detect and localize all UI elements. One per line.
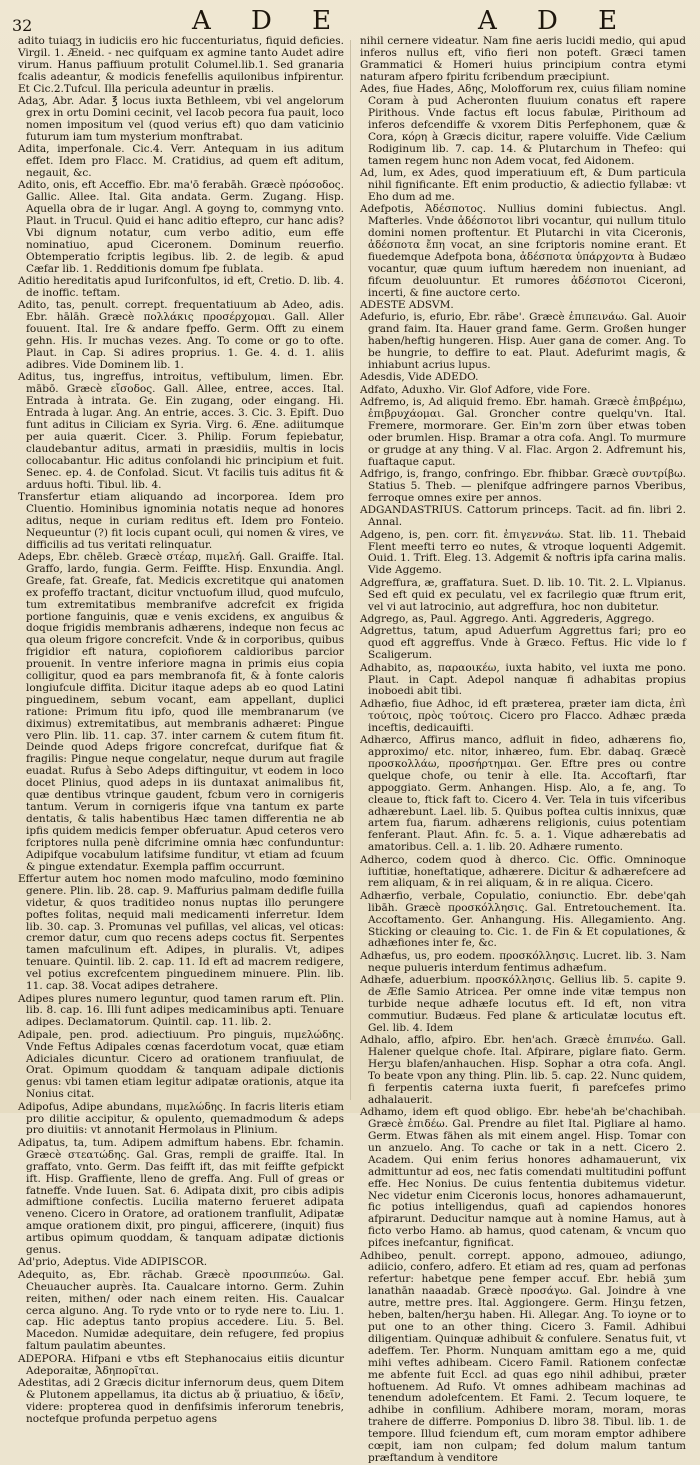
dictionary-entry: Adipale, pen. prod. adiectiuum. Pro pinguis, πιμελώδης. Vnde Feftus Adipales cœnas facerdotum vocat, quæ etiam Adiciales dicuntur. Cicero ad orationem tranfiuulat, de Orat. Opimum quoddam & tanquam adipale dictionis genus: vbi tamen etiam legitur adipatæ orationis, atque ita Nonius citat.: [18, 1028, 344, 1101]
dictionary-entry: Adhæfio, fiue Adhoc, id eft præterea, præter iam dicta, ἐπὶ τούτοις, πρὸς τούτοις. Cicero pro Flacco. Adhæc præda inceftis, dedicauifti.: [360, 697, 686, 734]
page-number: 32: [12, 16, 33, 35]
dictionary-entry: Adgeno, is, pen. corr. fit. ἐπιγεννάω. Stat. lib. 11. Thebaid Flent meefti terro eo nutes, & vtroque loquenti Adgemit. Ouid. 1. Trift. Eleg. 13. Adgemit & noftris ipfa carina malis. Vide Aggemo.: [360, 528, 686, 577]
dictionary-entry: Adhabito, as, παραοικέω, iuxta habito, vel iuxta me pono. Plaut. in Capt. Adepol nanquæ fi adhabitas propius inoboedi abit tibi.: [360, 661, 686, 698]
dictionary-entry: Ad, lum, ex Ades, quod imperatiuum eft, & Dum particula nihil fignificante. Eft enim productio, & adiectio fyllabæ: vt Eho dum ad me.: [360, 166, 686, 203]
dictionary-entry: Adipofus, Adipe abundans, πιμελώδης. In facris literis etiam pro dilitie accipitur, & opulento, quemadmodum & adeps pro diuitiis: vt annotanit Hermolaus in Plinium.: [18, 1100, 344, 1137]
dictionary-entry: Adgreffura, æ, graffatura. Suet. D. lib. 10. Tit. 2. L. Vlpianus. Sed eft quid ex peculatu, vel ex facrilegio quæ ftrum erit, vel vi aut latrocinio, aut adgreffura, hoc non dubitetur.: [360, 576, 686, 613]
dictionary-entry: Adefpotis, Ἀδέσποτος. Nullius domini fubiectus. Angl. Mafterles. Vnde ἀδέσποτοι libri vocantur, qui nullum titulo domini nomen proftentur. Et Plutarchi in vita Ciceronis, ἀδέσποτα ἔπη vocat, an sine fcriptoris nomine erant. Et fiuedemque Adefpota bona, ἀδέσποτα ὑπάρχοντα à Budæo vocantur, quæ quum iuftum hæredem non inueniant, ad fifcum deuoluuntur. Et rumores ἀδέσποτοι Ciceroni, incerti, & fine auctore certo.: [360, 203, 686, 299]
dictionary-entry: Aditus, tus, ingreffus, introitus, veftibulum, limen. Ebr. mābō. Græcè εἴσοδος. Gall. Allee, entree, acces. Ital. Entrada à intrata. Ge. Ein zugang, oder eingang. Hi. Entrada à lugar. Ang. An entrie, acces. 3. Cic. 3. Epift. Duo funt aditus in Ciliciam ex Syria. Virg. 6. Æne. adiitumque per auia quærit. Cicer. 3. Philip. Forum fepiebatur, claudebantur aditus, armati in præsidiis, multis in locis collocabantur. Hic aditus confolandi hic principium et fuit. Senec. ep. 4. de Confolad. Sicut. Vt facilis tuis aditus fit & arduus hofti. Tibul. lib. 4.: [18, 371, 344, 491]
dictionary-entry: Adito, tas, penult. corrept. frequentatiuum ab Adeo, adis. Ebr. hālāh. Græcè πολλάκις προσέρχομαι. Gall. Aller fouuent. Ital. Ire & andare fpeffo. Germ. Offt zu einem gehn. His. Ir muchas vezes. Ang. To come or go to ofte. Plaut. in Cap. Si adires proprius. 1. Ge. 4. d. 1. aliis adibres. Vide Dominem lib. 1.: [18, 299, 344, 371]
running-head-right: A D E: [478, 6, 634, 36]
dictionary-entry: Adhalo, afflo, afpiro. Ebr. hen'ach. Græcè ἐπιπνέω. Gall. Halener quelque chofe. Ital. Afpirare, piglare fiato. Germ. Herʒu blafen/anhauchen. Hisp. Sophar a otra cofa. Angl. To beate vpon any thing. Plin. lib. 5. cap. 22. Nunc quidem, fi ferpentis caterna iuxta fuerit, fi parefcefes primo adhalauerit.: [360, 1034, 686, 1106]
dictionary-entry: nihil cernere videatur. Nam fine aeris lucidi medio, qui apud inferos nullus eft, vifio fieri non poteft. Græci tamen Grammatici & Homeri huius principium contra etymi naturam afpero fpiritu fcribendum præcipiunt.: [360, 35, 686, 83]
dictionary-entry: Adhibeo, penult. corrept. appono, admoueo, adiungo, adiicio, confero, adfero. Et etiam ad res, quam ad perfonas refertur: habetque pene femper accuf. Ebr. hebiā ʒum lanathān naaadab. Græcè προσάγω. Gal. Joindre à vne autre, mettre pres. Ital. Aggiongere. Germ. Hinʒu fetzen, heben, balten/herʒu haben. Hi. Allegar. Ang. To ioyne or to put one to an other thing. Cicero 3. Famil. Adhibui diligentiam. Quinquæ adhibuit & confulere. Senatus fuit, vt adeffem. Ter. Phorm. Nunquam amittam ego a me, quid mihi veftes adhibeam. Cicero Famil. Rationem confectæ me abfente fuit Eccl. ad quas ego nihil adhibui, præter hoftuenem. Ad Rufo. Vt omnes adhibeam machinas ad tenendum adolefcentem. Et Fami. 2. Tecum loquere, te adhibe in confilium. Adhibere moram, moram, moras trahere de differre. Pomponius D. libro 38. Tibul. lib. 1. de tempore. Illud fciendum eft, cum moram emptor adhibere cœpit, iam non culpam; fed dolum malum tantum præftandum à venditore: [360, 1249, 686, 1464]
dictionary-entry: Ades, fiue Hades, Αδης, Molofforum rex, cuius filiam nomine Coram à pud Acheronten fluuium conatus eft rapere Pirithous. Vnde factus eft locus fabulæ, Pirithoum ad inferos defcendiffe & vxorem Ditis Perfephonem, quæ & Cora, κόρη à Græcis dicitur, rapere voluiffe. Vide Cælium Rodiginum lib. 7. cap. 14. & Plutarchum in Thefeo: qui tamen regem hunc non Adem vocat, fed Aidonem.: [360, 83, 686, 167]
dictionary-entry: ADESTE ADSVM.: [360, 298, 454, 311]
dictionary-entry: Adhæfe, aduerbium. προσκόλλησις. Gellius lib. 5. capite 9. de Æfle Samio Atricea. Per omne inde vitæ tempus non turbide neque adhæfe locutus eft. Id eft, non vitra commutiur. Budæus. Fed plane & articulatæ locutus eft. Gel. lib. 4. Idem: [360, 974, 686, 1034]
dictionary-entry: Aditio hereditatis apud Iurifconfultos, id eft, Cretio. D. lib. 4. de inoffic. teftam.: [18, 275, 344, 300]
dictionary-entry: Adestitas, adi 2 Græcis dicitur infernorum deus, quem Ditem & Plutonem appellamus, ita dictus ab ᾅ priuatiuo, & ἰδεῖν, videre: propterea quod in denfifsimis inferorum tenebris, noctefque profunda perpetuo agens: [18, 1377, 344, 1425]
dictionary-entry: Adesdis, Vide ADEDO.: [360, 371, 479, 384]
dictionary-entry: Adgrego, as, Paul. Aggrego. Anti. Aggrederis, Aggrego.: [360, 613, 655, 625]
column-divider: [350, 40, 351, 1100]
dictionary-entry: Adaʒ, Abr. Adar. ℥ locus iuxta Bethleem, vbi vel angelorum grex in ortu Domini cecinit, vel Iacob pecora fua pauit, loco nomen impositum vel (quod verius eft) quo dam vaticinio futurum iam tum mysterium monftrabat.: [18, 95, 344, 143]
dictionary-entry: adito tuiaqʒ in iudiciis ero hic fuccenturiatus, fiquid deficies. Virgil. 1. Æneid. - nec quifquam ex agmine tanto Audet adire virum. Hanus paffiuum protulit Columel.lib.1. Sed granaria fcalis adeantur, & modicis fenefellis aquilonibus infpirentur. Et Cic.2.Tufcul. Illa pericula adeuntur in prælis.: [18, 35, 344, 95]
dictionary-entry: ADGANDASTRIUS. Cattorum princeps. Tacit. ad fin. libri 2. Annal.: [360, 504, 686, 529]
dictionary-entry: Adito, onis, eft Acceffio. Ebr. ma'ō ferabāh. Græcè πρόσοδος. Gallic. Allee. Ital. Gita andata. Germ. Zugang. Hisp. Aquella obra de ir lugar. Angl. A goyng to, commyng vnto. Plaut. in Trucul. Quid ei hanc aditio eftepro, cur hanc adis? Vbi dignum notatur, cum verbo aditio, eum effe nominatiuo, apud Ciceronem. Dominum reuerfio. Obtemperatio fcriptis legibus. lib. 2. de legib. & apud Cæfar lib. 1. Redditionis domum fpe fublata.: [18, 179, 344, 275]
dictionary-entry: Transfertur etiam aliquando ad incorporea. Idem pro Cluentio. Hominibus ignominia notatis neque ad honores aditus, neque in curiam reditus eft. Idem pro Fonteio. Nequeuntur (?) fit locis cupant oculi, qui nomen & vires, ve difficilis ad tus veritati relinquatur.: [18, 490, 344, 551]
dictionary-entry: Adhærfio, verbale, Copulatio, coniunctio. Ebr. debe'qah libāh. Græcè προσκόλλησις. Gal. Entretouchement. Ita. Accoftamento. Ger. Anhangung. His. Allegamiento. Ang. Sticking or cleauing to. Cic. 1. de Fin & Et copulationes, & adhæfiones inter fe, &c.: [360, 889, 686, 950]
dictionary-entry: Adgrettus, tatum, apud Aduerfum Aggrettus fari; pro eo quod eft aggreffus. Vnde à Græco. Feftus. Hic vide lo f Scaligerum.: [360, 625, 686, 662]
right-column: [360, 35, 686, 1464]
running-head-left: A D E: [192, 6, 348, 36]
dictionary-entry: Adfrigo, is, frango, confringo. Ebr. fhibbar. Græcè συντρίβω. Statius 5. Theb. — plenifque adfringere parnos Vberibus, ferroque omnes exire per annos.: [360, 468, 686, 504]
dictionary-entry: Adfremo, is, Ad aliquid fremo. Ebr. hamah. Græcè ἐπιβρέμω, ἐπιβρυχάομαι. Gal. Groncher contre quelqu'vn. Ital. Fremere, mormorare. Ger. Ein'm zorn über etwas toben oder brumlen. Hisp. Bramar a otra cofa. Angl. To murmure or grudge at any thing. V al. Flac. Argon 2. Adfremunt his, fuaftaque caput.: [360, 396, 686, 468]
dictionary-entry: Adeps, Ebr. chēleb. Græcè στέαρ, πιμελή. Gall. Graiffe. Ital. Graffo, lardo, fungia. Germ. Feiffte. Hisp. Enxundia. Angl. Greafe, fat. Greafe, fat. Medicis excretitque qui anatomen ex profeffo tractant, dicitur vnctuofum illud, quod mufculo, tum extremitatibus membranifve adcrefcit ex frigida portione fanguinis, quæ e venis excidens, ex anguibus & doque frigidis membranis adhærens, indeque non fecus ac qua oleum frigore concrefcit. Vnde & in corporibus, quibus frigidior eft natura, copiofiorem caldioribus parcior prouenit. In ventre inferiore magna in primis eius copia colligitur, quod ea pars membranofa fit, & à fonte caloris longiufcule diffita. Dicitur itaque adeps ab eo quod Latini pinguedinem, sebum vocant, eam appellant, duplici ratione: Primum fitu ipfo, quod ille membranarum (ve diximus) extremitatibus, aut membranis adhæret: Pingue vero Plin. lib. 11. cap. 37. inter carnem & cutem fitum fit. Deinde quod Adeps frigore concrefcat, durifque fiat & fragilis: Pingue neque congelatur, neque durum aut fragile euadat. Rufus à Sebo Adeps diftinguitur, vt eodem in loco docet Plinius, quod adeps in iis duntaxat animalibus fit, quæ dentibus vtrinque gaudent, fcbum vero in cornigeris tantum. Verum in cornigeris ifque vna tantum ex parte dentatis, & talis habentibus Hæc tamen differentia ne ab ipfis quidem medicis femper obferuatur. Apud ceteros vero fcriptores nulla penè difcrimine omnia hæc confunduntur: Adipifque vocabulum latifsime funditur, vt etiam ad fcuum & pingue extendatur. Exempla paffim occurrunt.: [18, 550, 344, 873]
dictionary-entry: Adhæfus, us, pro eodem. προσκόλλησις. Lucret. lib. 3. Nam neque pulueris interdum fentimus adhæfum.: [360, 949, 686, 974]
dictionary-entry: Adefurio, is, efurio, Ebr. rābe'. Græcè ἐπιπεινάω. Gal. Auoir grand faim. Ita. Hauer grand fame. Germ. Großen hunger haben/heftig hungeren. Hisp. Auer gana de comer. Ang. To be hungrie, to deffire to eat. Plaut. Adefurimt magis, & inhiabunt acrius lupus.: [360, 311, 686, 371]
dictionary-entry: Adherco, codem quod à dherco. Cic. Offic. Omninoque iuftitiæ, honeftatique, adhærere. Dicitur & adhærefcere ad rem aliquam, & in rei aliquam, & in re aliqua. Cicero.: [360, 853, 686, 890]
dictionary-entry: Adita, imperfonale. Cic.4. Verr. Antequam in ius aditum effet. Idem pro Flacc. M. Cratidius, ad quem eft aditum, negauit, &c.: [18, 143, 344, 179]
dictionary-entry: Adipes plures numero leguntur, quod tamen rarum eft. Plin. lib. 8. cap. 16. Illi funt adipes medicaminibus apti. Tenuare adipes. Declamatorum. Quintil. cap. 11. lib. 2.: [18, 992, 344, 1029]
dictionary-entry: Ad'prio, Adeptus. Vide ADIPISCOR.: [18, 1256, 208, 1269]
dictionary-entry: Adequito, as, Ebr. rāchab. Græcè προσιππεύω. Gal. Cheuaucher auprès. Ita. Caualcare intorno. Germ. Zuhin reiten, mithen/ oder nach einem reiten. His. Caualcar cerca alguno. Ang. To ryde vnto or to ryde nere to. Liu. 1. cap. Hic adeptus tanto propius accedere. Liu. 5. Bel. Macedon. Numidæ adequitare, dein refugere, fed propius faltum paulatim abeuntes.: [18, 1268, 344, 1353]
dictionary-entry: Adhærco, Affirus manco, adfluit in fideo, adhærens fio, approximo/ etc. nitor, inhæreo, fum. Ebr. dabaq. Græcè προσκολλάω, προσήρτημαι. Ger. Eftre pres ou contre quelque chofe, ou tenir à elle. Ita. Accoftarfi, ftar appoggiato. Germ. Anhangen. Hisp. Alo, a fe, ang. To cleaue to, ftick faft to. Cicero 4. Ver. Tela in tuis vifceribus adhærebunt. Lael. lib. 5. Quibus poftea cultis innixus, quæ artem fua, fiarum. adhærens religionis, cuius potentiam fenferant. Plaut. Afin. fc. 5. a. 1. Vique adhærebatis ad amatoribus. Cell. a. 1. lib. 20. Adhære rumento.: [360, 734, 686, 854]
left-column: [18, 35, 344, 1425]
dictionary-entry: Effertur autem hoc nomen modo mafculino, modo fœminino genere. Plin. lib. 28. cap. 9. Maffurius palmam dedifle fuilla videtur, & quos traditideo nonus nuptas illo perungere poftes folitas, nequid mali medicamenti inferretur. Idem lib. 30. cap. 3. Promunas vel pufillas, vel alicas, vel oticas: cremor datur, cum quo recens adeps coctus fit. Serpentes tamen mafculinum eft. Adipes, in pluralis. Vt, adipes tenuare. Quintil. lib. 2. cap. 11. Id eft ad macrem redigere, vel potius excrefcentem pinguedinem minuere. Plin. lib. 11. cap. 38. Vocat adipes detrahere.: [18, 872, 344, 993]
dictionary-entry: Adhamo, idem eft quod obligo. Ebr. hebe'ah be'chachibah. Græcè ἐπιδέω. Gal. Prendre au filet Ital. Pigliare al hamo. Germ. Etwas fähen als mit einem angel. Hisp. Tomar con un anzuelo. Ang. To cache or tak in a nett. Cicero 2. Academ. Qui enim ferius honores adhamauerunt, vix admittuntur ad eos, nec fatis comendati multitudini poffunt effe. Hec Nonius. De cuius fententia dubitemus videtur. Nec videtur enim Ciceronis locus, honores adhamauerunt, fic potius intelligendus, quafi ad capiendos honores afpirarunt. Deducitur namque aut à nomine Hamus, aut à ficto verbo Hamo. ab hamus, quod catenam, & vncum quo pifces inefcantur, fignificat.: [360, 1106, 686, 1250]
dictionary-entry: Adipatus, ta, tum. Adipem admiftum habens. Ebr. fchamin. Græcè στεατώδης. Gal. Gras, rempli de graiffe. Ital. In graffato, vnto. Germ. Das feifft ift, das mit feiffte gefpickt ift. Hisp. Graffiente, lleno de greffa. Ang. Full of greas or fatneffe. Vnde Iuuen. Sat. 6. Adipata dixit, pro cibis adipis admiftione confectis. Lucilia materno ferueret adipata veneno. Cicero in Oratore, ad orationem tranflulit, Adipatæ amque orationem dixit, pro pingui, afficerere, (inquit) fius artibus opimum quoddam, & tanquam adipatæ dictionis genus.: [18, 1136, 344, 1257]
dictionary-entry: Adfato, Aduxho. Vir. Glof Adfore, vide Fore.: [360, 383, 591, 396]
dictionary-entry: ADEPORA. Hifpani e vtbs eft Stephanocaius eitiis dicuntur Adeporaitæ, Ἀδηπορῖται.: [18, 1352, 344, 1377]
page-header: [0, 4, 700, 34]
